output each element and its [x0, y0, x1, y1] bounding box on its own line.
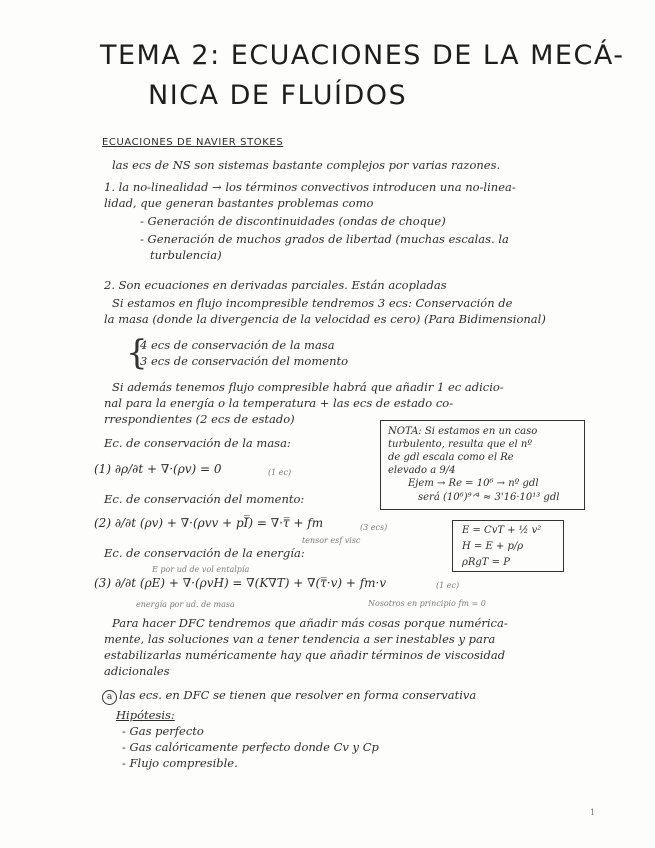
energy-over-notes: E por ud de vol entalpía	[152, 565, 250, 574]
point-1-bullet-1: - Generación de discontinuidades (ondas de choque)	[140, 214, 446, 228]
note-line-1: NOTA: Si estamos en un caso	[388, 426, 538, 437]
curly-brace-icon: {	[126, 333, 148, 373]
point-1-bullet-2: - Generación de muchos grados de libertad (muchas escalas. la	[140, 232, 509, 246]
energy-equation: (3) ∂/∂t (ρE) + ∇·(ρvH) = ∇(K∇T) + ∇(τ̿·v) + fm·v	[94, 576, 387, 590]
hypothesis-3: - Flujo compresible.	[122, 756, 238, 770]
page-title	[100, 36, 624, 116]
note-line-6: será (10⁶)⁹ᐟ⁴ ≈ 3'16·10¹³ gdl	[418, 492, 560, 503]
body-force-note: Nosotros en principio fm = 0	[368, 599, 486, 608]
point-2-item-1: 4 ecs de conservación de la masa	[140, 338, 335, 352]
state-line-1: E = CvT + ½ v²	[462, 525, 542, 536]
paragraph-4-line-b: mente, las soluciones van a tener tendencia a ser inestables y para	[104, 632, 496, 646]
energy-under-note: energía por ud. de masa	[136, 600, 235, 609]
energy-equation-label: Ec. de conservación de la energía:	[104, 546, 305, 560]
note-line-4: elevado a 9/4	[388, 465, 456, 476]
point-2-line-b: Si estamos en flujo incompresible tendremos 3 ecs: Conservación de	[112, 296, 513, 310]
momentum-equation-count: (3 ecs)	[360, 523, 388, 532]
state-line-3: ρRgT = P	[462, 557, 510, 568]
point-1-line-a: 1. la no-linealidad → los términos convectivos introducen una no-linea-	[104, 180, 516, 194]
page-number: 1	[590, 808, 596, 817]
mass-equation-count: (1 ec)	[268, 468, 292, 477]
note-line-5: Ejem → Re = 10⁶ → nº gdl	[408, 478, 539, 489]
title-line-1: TEMA 2: ECUACIONES DE LA MECÁ-	[100, 40, 625, 71]
point-2-line-c: la masa (donde la divergencia de la velocidad es cero) (Para Bidimensional)	[104, 312, 546, 326]
note-line-3: de gdl escala como el Re	[388, 452, 514, 463]
hypothesis-1: - Gas perfecto	[122, 724, 204, 738]
momentum-equation-label: Ec. de conservación del momento:	[104, 492, 305, 506]
paragraph-5-text: las ecs. en DFC se tienen que resolver en forma conservativa	[119, 688, 477, 702]
circled-a-icon: a	[102, 690, 117, 705]
point-2-item-2: 3 ecs de conservación del momento	[140, 354, 349, 368]
point-3-line-c: rrespondientes (2 ecs de estado)	[104, 412, 295, 426]
viscous-tensor-note: tensor esf visc	[302, 536, 361, 545]
paragraph-5	[102, 688, 476, 705]
point-1-line-b: lidad, que generan bastantes problemas como	[104, 196, 374, 210]
point-2-line-a: 2. Son ecuaciones en derivadas parciales. Están acopladas	[104, 278, 447, 292]
note-line-2: turbulento, resulta que el nº	[388, 439, 533, 450]
momentum-equation: (2) ∂/∂t (ρv) + ∇·(ρvv + pI̿) = ∇·τ̿ + fm	[94, 516, 324, 530]
point-1-bullet-2-cont: turbulencia)	[150, 248, 222, 262]
hypothesis-2: - Gas calóricamente perfecto donde Cv y Cp	[122, 740, 379, 754]
paragraph-4-line-a: Para hacer DFC tendremos que añadir más cosas porque numérica-	[112, 616, 508, 630]
section-heading: ECUACIONES DE NAVIER STOKES	[102, 137, 284, 148]
mass-equation-label: Ec. de conservación de la masa:	[104, 436, 291, 450]
point-3-line-b: nal para la energía o la temperatura + las ecs de estado co-	[104, 396, 454, 410]
hypothesis-label: Hipótesis:	[116, 708, 175, 722]
point-3-line-a: Si además tenemos flujo compresible habrá que añadir 1 ec adicio-	[112, 380, 504, 394]
mass-equation: (1) ∂ρ/∂t + ∇·(ρv) = 0	[94, 462, 222, 476]
turbulence-note	[388, 425, 578, 505]
title-line-2: NICA DE FLUÍDOS	[148, 80, 408, 111]
intro-text: las ecs de NS son sistemas bastante complejos por varias razones.	[112, 158, 501, 172]
paragraph-4-line-d: adicionales	[104, 664, 170, 678]
paragraph-4-line-c: estabilizarlas numéricamente hay que añadir términos de viscosidad	[104, 648, 506, 662]
state-equations	[462, 523, 541, 571]
energy-equation-count: (1 ec)	[436, 581, 460, 590]
state-line-2: H = E + p/ρ	[462, 541, 524, 552]
